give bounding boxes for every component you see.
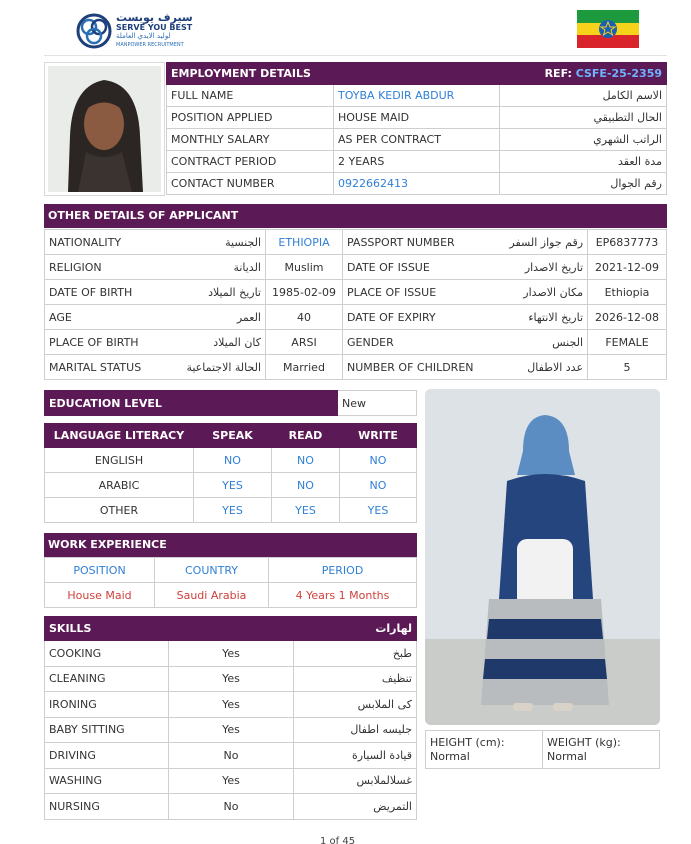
applicant-portrait-photo: [44, 62, 165, 196]
work-position: House Maid: [45, 583, 155, 608]
detail-value: FEMALE: [588, 330, 667, 355]
skill-row: [45, 692, 417, 718]
skill-arabic: طبخ: [294, 641, 417, 667]
write-value: NO: [340, 473, 417, 498]
detail-arabic: كان الميلاد: [153, 330, 266, 355]
work-experience-header: WORK EXPERIENCE: [44, 533, 417, 557]
weight-value: Normal: [547, 749, 587, 763]
skills-title-arabic: لهارات: [294, 617, 417, 641]
language-row: [45, 448, 417, 473]
skill-name: WASHING: [45, 768, 169, 794]
skill-arabic: قيادة السيارة: [294, 743, 417, 769]
height-cell: [426, 731, 543, 769]
education-table: [44, 390, 417, 416]
detail-arabic: الديانة: [153, 255, 266, 280]
skill-name: BABY SITTING: [45, 717, 169, 743]
skills-header-row: [45, 617, 417, 641]
employment-value: TOYBA KEDIR ABDUR: [334, 85, 500, 107]
detail-label: PASSPORT NUMBER: [343, 230, 478, 255]
other-details-row: [45, 330, 667, 355]
detail-label: MARITAL STATUS: [45, 355, 153, 380]
ref-label: REF:: [544, 67, 572, 80]
skill-value: Yes: [169, 768, 294, 794]
language-name: ARABIC: [45, 473, 194, 498]
language-table: [44, 423, 417, 523]
employment-row: [167, 107, 667, 129]
employment-arabic: الاسم الكامل: [500, 85, 667, 107]
ref-cell: [334, 63, 667, 85]
employment-header-row: [167, 63, 667, 85]
logo-arabic: سيرف يوبست: [116, 11, 193, 24]
skill-row: [45, 768, 417, 794]
skill-arabic: كى الملابس: [294, 692, 417, 718]
detail-arabic: مكان الاصدار: [478, 280, 588, 305]
detail-arabic: العمر: [153, 305, 266, 330]
skill-row: [45, 743, 417, 769]
other-details-row: [45, 305, 667, 330]
employment-arabic: الراتب الشهري: [500, 129, 667, 151]
language-name: OTHER: [45, 498, 194, 523]
period-header: PERIOD: [269, 558, 417, 583]
detail-value: Muslim: [266, 255, 343, 280]
other-details-table: [44, 229, 667, 380]
weight-cell: [543, 731, 660, 769]
detail-value: Married: [266, 355, 343, 380]
detail-arabic: الجنسية: [153, 230, 266, 255]
detail-value: ARSI: [266, 330, 343, 355]
logo-name: SERVE YOU BEST: [116, 23, 193, 32]
ref-value: CSFE-25-2359: [575, 67, 662, 80]
language-header: LANGUAGE LITERACY: [45, 424, 194, 448]
employment-row: [167, 173, 667, 195]
position-header: POSITION: [45, 558, 155, 583]
skill-name: IRONING: [45, 692, 169, 718]
detail-value: 40: [266, 305, 343, 330]
other-details-row: [45, 255, 667, 280]
speak-value: YES: [194, 473, 272, 498]
skill-name: DRIVING: [45, 743, 169, 769]
detail-value: Ethiopia: [588, 280, 667, 305]
skill-value: Yes: [169, 641, 294, 667]
write-header: WRITE: [340, 424, 417, 448]
skill-arabic: غسلالملابس: [294, 768, 417, 794]
skill-name: COOKING: [45, 641, 169, 667]
detail-label: PLACE OF BIRTH: [45, 330, 153, 355]
detail-label: DATE OF ISSUE: [343, 255, 478, 280]
skills-header-blank: [169, 617, 294, 641]
employment-arabic: رقم الجوال: [500, 173, 667, 195]
detail-value: 2021-12-09: [588, 255, 667, 280]
page-number: 1 of 45: [320, 836, 356, 844]
employment-label: MONTHLY SALARY: [167, 129, 334, 151]
read-value: YES: [272, 498, 340, 523]
employment-label: POSITION APPLIED: [167, 107, 334, 129]
work-experience-table: [44, 557, 417, 608]
employment-label: CONTRACT PERIOD: [167, 151, 334, 173]
employment-value: 2 YEARS: [334, 151, 500, 173]
detail-label: PLACE OF ISSUE: [343, 280, 478, 305]
skill-row: [45, 794, 417, 820]
speak-header: SPEAK: [194, 424, 272, 448]
logo-tagline: MANPOWER RECRUITMENT: [116, 42, 184, 48]
company-logo: [76, 11, 196, 51]
employment-row: [167, 85, 667, 107]
education-label: EDUCATION LEVEL: [45, 391, 338, 416]
detail-arabic: رقم جواز السفر: [478, 230, 588, 255]
read-value: NO: [272, 473, 340, 498]
employment-label: FULL NAME: [167, 85, 334, 107]
detail-arabic: تاريخ الميلاد: [153, 280, 266, 305]
detail-arabic: عدد الاطفال: [478, 355, 588, 380]
skill-row: [45, 717, 417, 743]
language-row: [45, 498, 417, 523]
detail-label: RELIGION: [45, 255, 153, 280]
skill-name: NURSING: [45, 794, 169, 820]
skill-value: No: [169, 794, 294, 820]
skill-arabic: تنظيف: [294, 666, 417, 692]
skill-value: Yes: [169, 692, 294, 718]
detail-arabic: تاريخ الانتهاء: [478, 305, 588, 330]
logo-arabic-sub: لوليد الايدي العاملة: [116, 32, 171, 40]
detail-value: 5: [588, 355, 667, 380]
work-header-row: [45, 558, 417, 583]
employment-arabic: مدة العقد: [500, 151, 667, 173]
skills-table: [44, 616, 417, 820]
skill-name: CLEANING: [45, 666, 169, 692]
weight-label: WEIGHT (kg):: [547, 735, 621, 749]
applicant-full-body-photo: [425, 389, 660, 725]
other-details-row: [45, 280, 667, 305]
education-value: New: [338, 391, 417, 416]
detail-value: 1985-02-09: [266, 280, 343, 305]
detail-label: NATIONALITY: [45, 230, 153, 255]
height-weight-row: [426, 731, 660, 769]
skill-value: No: [169, 743, 294, 769]
speak-value: YES: [194, 498, 272, 523]
speak-value: NO: [194, 448, 272, 473]
work-country: Saudi Arabia: [155, 583, 269, 608]
other-details-row: [45, 230, 667, 255]
read-header: READ: [272, 424, 340, 448]
work-period: 4 Years 1 Months: [269, 583, 417, 608]
language-name: ENGLISH: [45, 448, 194, 473]
detail-arabic: الجنس: [478, 330, 588, 355]
contact-number-value[interactable]: 0922662413: [334, 173, 500, 195]
detail-label: AGE: [45, 305, 153, 330]
height-value: Normal: [430, 749, 470, 763]
country-header: COUNTRY: [155, 558, 269, 583]
read-value: NO: [272, 448, 340, 473]
detail-value: ETHIOPIA: [266, 230, 343, 255]
detail-value: 2026-12-08: [588, 305, 667, 330]
employment-arabic: الحال التطبيقي: [500, 107, 667, 129]
employment-row: [167, 151, 667, 173]
skill-row: [45, 641, 417, 667]
employment-row: [167, 129, 667, 151]
write-value: YES: [340, 498, 417, 523]
employment-value: AS PER CONTRACT: [334, 129, 500, 151]
detail-arabic: تاريخ الاصدار: [478, 255, 588, 280]
skill-value: Yes: [169, 666, 294, 692]
employment-label: CONTACT NUMBER: [167, 173, 334, 195]
skills-title: SKILLS: [45, 617, 169, 641]
knot-logo-icon: [76, 13, 112, 49]
write-value: NO: [340, 448, 417, 473]
ethiopia-flag-icon: [577, 10, 639, 48]
detail-label: DATE OF EXPIRY: [343, 305, 478, 330]
language-header-row: [45, 424, 417, 448]
skill-arabic: التمريض: [294, 794, 417, 820]
detail-value: EP6837773: [588, 230, 667, 255]
skill-arabic: جليسه اطفال: [294, 717, 417, 743]
detail-label: DATE OF BIRTH: [45, 280, 153, 305]
other-details-row: [45, 355, 667, 380]
employment-title: EMPLOYMENT DETAILS: [167, 63, 334, 85]
detail-label: GENDER: [343, 330, 478, 355]
height-label: HEIGHT (cm):: [430, 735, 505, 749]
detail-label: NUMBER OF CHILDREN: [343, 355, 478, 380]
header-divider: [44, 55, 667, 56]
employment-details-table: [166, 62, 667, 195]
detail-arabic: الحالة الاجتماعية: [153, 355, 266, 380]
employment-value: HOUSE MAID: [334, 107, 500, 129]
work-row: [45, 583, 417, 608]
skill-row: [45, 666, 417, 692]
skill-value: Yes: [169, 717, 294, 743]
language-row: [45, 473, 417, 498]
height-weight-table: [425, 730, 660, 769]
other-details-header: OTHER DETAILS OF APPLICANT: [44, 204, 667, 228]
